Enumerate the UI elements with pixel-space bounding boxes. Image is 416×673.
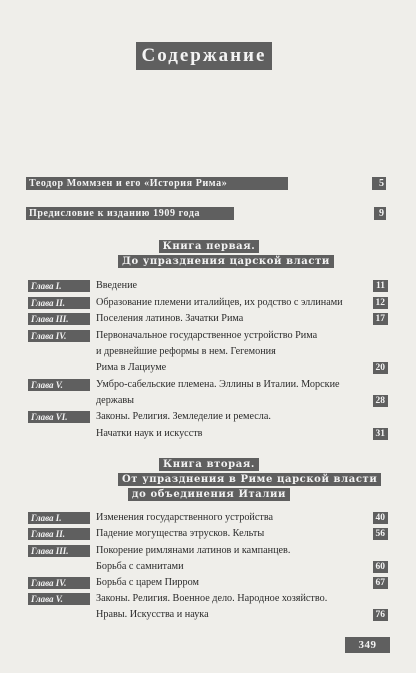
chapter-title: и древнейшие реформы в нем. Гегемония [96,346,276,357]
chapter-title: державы [96,395,135,406]
chapter-page: 20 [373,362,389,374]
chapter-label: Глава III. [28,545,90,557]
book2-row [26,526,388,542]
chapter-label: Глава II. [28,528,90,540]
book2-heading-line3: до объединения Италии [128,488,290,501]
chapter-title: Первоначальное государственное устройство Рима [96,330,318,341]
book1-heading-line2: До упразднения царской власти [118,255,334,268]
chapter-page: 12 [373,297,389,309]
chapter-title: Поселения латинов. Зачатки Рима [96,313,244,324]
chapter-label: Глава VI. [28,411,90,423]
chapter-label: Глава V. [28,593,90,605]
chapter-title: Рима в Лациуме [96,362,167,373]
book2-heading-line1: Книга вторая. [159,458,259,471]
chapter-title: Изменения государственного устройства [96,512,274,523]
page-number: 349 [345,637,390,653]
intro-page-preface: 9 [374,207,386,220]
book1-row [26,278,388,294]
chapter-page: 76 [373,609,389,621]
chapter-page: 28 [373,395,389,407]
chapter-label: Глава IV. [28,330,90,342]
intro-line-preface: Предисловие к изданию 1909 года [26,207,234,220]
book2-heading [118,458,378,503]
chapter-label: Глава I. [28,512,90,524]
page-title: Содержание [136,42,272,70]
chapter-label: Глава IV. [28,577,90,589]
chapter-title: Умбро-сабельские племена. Эллины в Италии. Морские [96,379,340,390]
chapter-title: Законы. Религия. Военное дело. Народное хозяйство. [96,593,328,604]
book2-row-cont [26,607,388,623]
book1-row [26,311,388,327]
book1-row-cont [26,426,388,442]
book1-heading [118,240,330,270]
book1-row [26,328,388,344]
chapter-page: 11 [373,280,388,292]
chapter-label: Глава III. [28,313,90,325]
chapter-title: Введение [96,280,138,291]
chapter-title: Борьба с царем Пирром [96,577,199,588]
book1-row [26,377,388,393]
chapter-page: 40 [373,512,389,524]
chapter-label: Глава V. [28,379,90,391]
chapter-page: 17 [373,313,389,325]
book2-row-cont [26,559,388,575]
chapter-title: Покорение римлянами латинов и кампанцев. [96,545,291,556]
chapter-page: 56 [373,528,389,540]
intro-line-mommsen: Теодор Моммзен и его «История Рима» [26,177,288,190]
chapter-label: Глава I. [28,280,90,292]
book1-row-cont [26,344,388,360]
chapter-title: Образование племени италийцев, их родство с эллинами [96,297,343,308]
book2-row [26,575,388,591]
chapter-title: Падение могущества этрусков. Кельты [96,528,265,539]
chapter-page: 31 [373,428,389,440]
chapter-title: Законы. Религия. Земледелие и ремесла. [96,411,271,422]
intro-page-mommsen: 5 [372,177,386,190]
chapter-title: Начатки наук и искусств [96,428,203,439]
chapter-title: Борьба с самнитами [96,561,184,572]
chapter-page: 67 [373,577,389,589]
book2-row [26,510,388,526]
chapter-title: Нравы. Искусства и наука [96,609,209,620]
book1-row-cont [26,393,388,409]
chapter-page: 60 [373,561,389,573]
book2-heading-line2: От упразднения в Риме царской власти [118,473,381,486]
book1-heading-line1: Книга первая. [159,240,260,253]
book1-row-cont [26,360,388,376]
book1-row [26,295,388,311]
book1-row [26,409,388,425]
chapter-label: Глава II. [28,297,90,309]
book2-row [26,591,388,607]
book2-row [26,543,388,559]
